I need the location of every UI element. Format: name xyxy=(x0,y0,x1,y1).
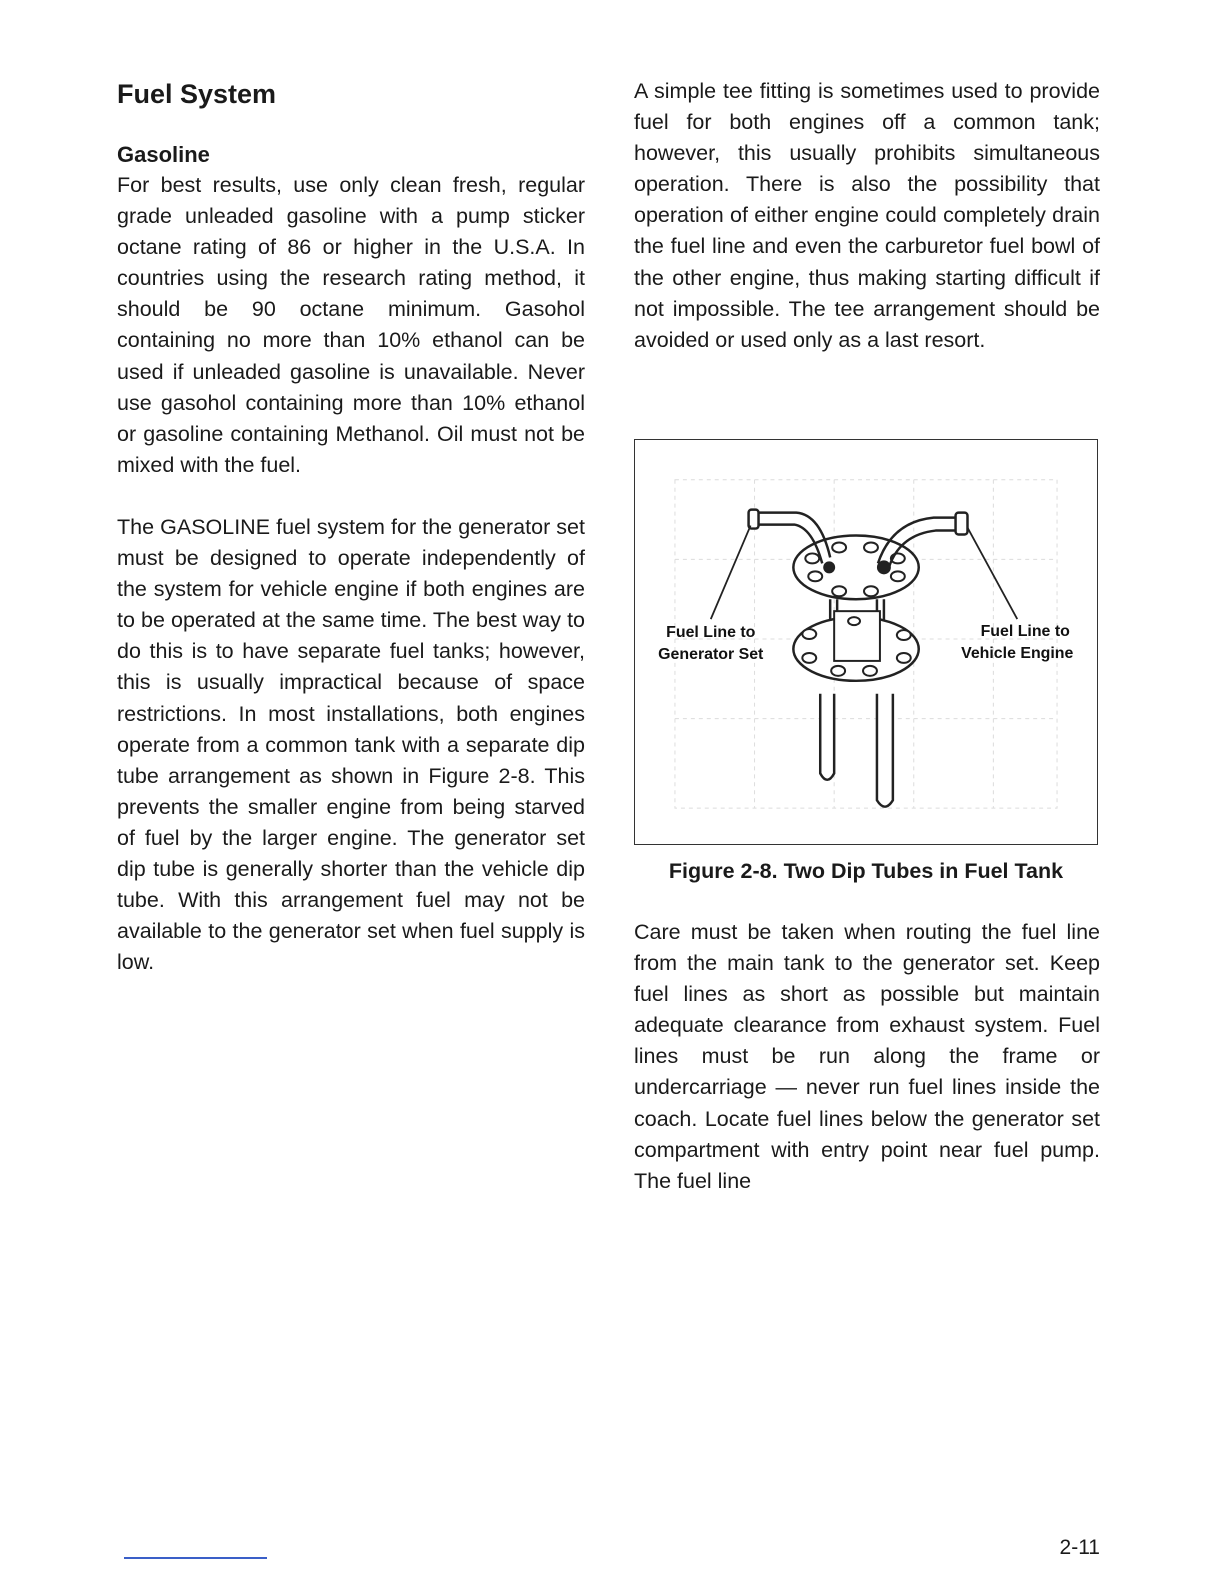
footer-rule xyxy=(124,1557,267,1559)
label-generator-line-2: Generator Set xyxy=(658,645,764,663)
page-number: 2-11 xyxy=(1059,1536,1100,1559)
gasoline-paragraph: For best results, use only clean fresh, regular grade unleaded gasoline with a pump sticker octane rating of 86 or higher in the U.S.A. In countries using the research rating method, it should be 90 octane minimum. Gasohol containing no more than 10% ethanol can be used if unleaded gasoline is unavailable. Never use gasohol containing more than 10% ethanol or gasoline containing Methanol. Oil must not be mixed with the fuel. xyxy=(117,173,585,477)
lower-flange xyxy=(793,611,918,681)
figure-caption: Figure 2-8. Two Dip Tubes in Fuel Tank xyxy=(668,859,1064,883)
dip-tube-illustration xyxy=(635,440,1097,844)
left-column xyxy=(117,76,585,978)
tee-fitting-paragraph: A simple tee fitting is sometimes used to provide fuel for both engines off a common tank; however, this usually prohibits simultaneous operation. There is also the possibility that operation of either engine could completely drain the fuel line and even the carburetor fuel bowl of the other engine, thus making starting difficult if not impossible. The tee arrangement should be avoided or used only as a last resort. xyxy=(634,79,1100,352)
fuel-routing-paragraph: Care must be taken when routing the fuel line from the main tank to the generator set. Keep fuel lines as short as possible but maintain adequate clearance from exhaust system. Fuel lines must be run along the frame or undercarriage — never run fuel lines inside the coach. Locate fuel lines below the generator set compartment with entry point near fuel pump. The fuel line xyxy=(634,920,1100,1193)
right-column-top xyxy=(634,76,1100,356)
subsection-heading: Gasoline xyxy=(117,142,210,167)
label-vehicle-line-1: Fuel Line to xyxy=(980,623,1070,641)
label-vehicle-line-2: Vehicle Engine xyxy=(961,644,1074,662)
upper-flange xyxy=(793,536,918,600)
right-column-bottom xyxy=(634,917,1100,1197)
dip-tubes xyxy=(820,694,893,807)
fuel-system-paragraph: The GASOLINE fuel system for the generator set must be designed to operate independently of the system for vehicle engine if both engines are to be operated at the same time. The best way to do this is to have separate fuel tanks; however, this is usually impractical because of space restrictions. In most installations, both engines operate from a common tank with a separate dip tube arrangement as shown in Figure 2-8. This prevents the smaller engine from being starved of fuel by the larger engine. The generator set dip tube is generally shorter than the vehicle dip tube. With this arrangement fuel may not be available to the generator set when fuel supply is low. xyxy=(117,514,585,975)
label-generator-line-1: Fuel Line to xyxy=(666,624,756,642)
dip-tube-figure xyxy=(634,439,1098,845)
section-heading: Fuel System xyxy=(117,79,277,109)
